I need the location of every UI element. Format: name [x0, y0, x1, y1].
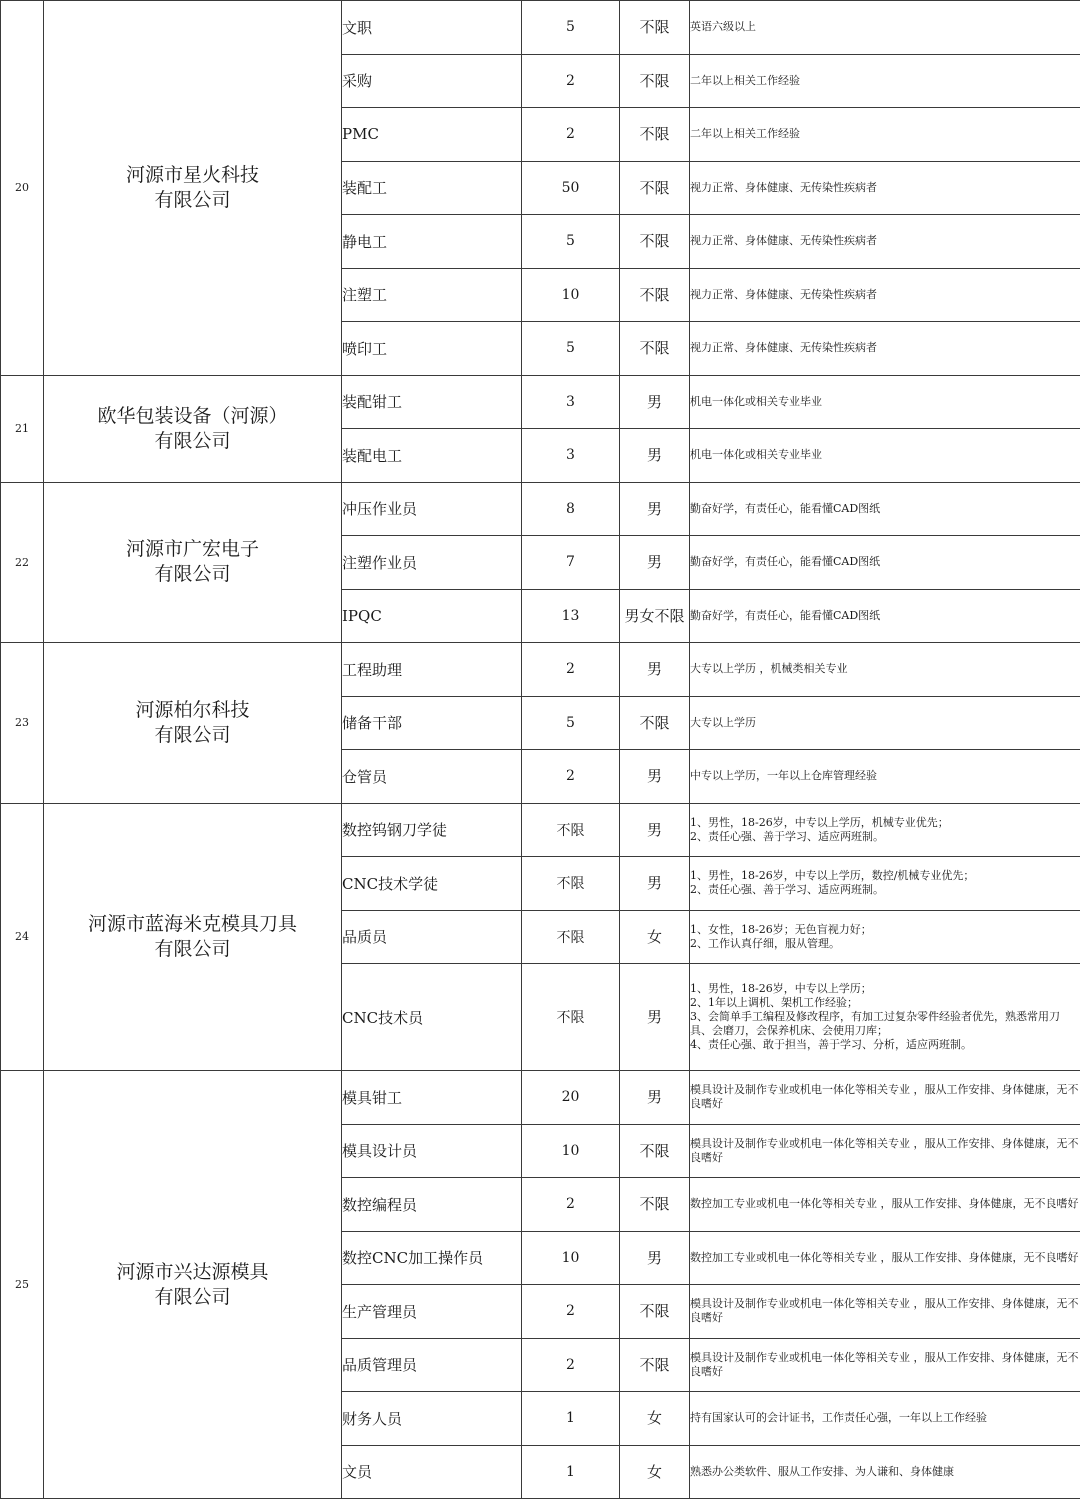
job-gender: 不限 — [620, 1, 690, 55]
job-gender: 女 — [620, 910, 690, 964]
requirement-line: 视力正常、身体健康、无传染性疾病者 — [690, 288, 1080, 302]
job-position: 数控钨钢刀学徒 — [342, 803, 522, 857]
requirement-line: 数控加工专业或机电一体化等相关专业 ，服从工作安排、身体健康，无不良嗜好 — [690, 1197, 1080, 1211]
job-requirements — [690, 1445, 1080, 1499]
job-count: 5 — [522, 215, 620, 269]
job-position: 文员 — [342, 1445, 522, 1499]
company-name-line: 河源市广宏电子 — [44, 537, 341, 562]
requirement-line: 2、工作认真仔细，服从管理。 — [690, 937, 1080, 951]
job-position: 装配工 — [342, 161, 522, 215]
job-gender: 不限 — [620, 322, 690, 376]
job-gender: 男 — [620, 750, 690, 804]
requirement-line: 熟悉办公类软件、服从工作安排、为人谦和、身体健康 — [690, 1465, 1080, 1479]
job-requirements — [690, 857, 1080, 911]
company-number: 23 — [1, 643, 44, 804]
job-count: 2 — [522, 1285, 620, 1339]
requirement-line: 持有国家认可的会计证书，工作责任心强，一年以上工作经验 — [690, 1411, 1080, 1425]
job-position: 品质员 — [342, 910, 522, 964]
job-position: CNC技术学徒 — [342, 857, 522, 911]
company-name-line: 河源市兴达源模具 — [44, 1260, 341, 1285]
job-requirements — [690, 589, 1080, 643]
company-number: 25 — [1, 1071, 44, 1499]
company-name-line: 有限公司 — [44, 937, 341, 962]
job-count: 不限 — [522, 803, 620, 857]
company-name-line: 有限公司 — [44, 188, 341, 213]
requirement-line: 大专以上学历 — [690, 716, 1080, 730]
job-position: 工程助理 — [342, 643, 522, 697]
company-name-line: 欧华包装设备（河源） — [44, 404, 341, 429]
requirement-line: 4、责任心强、敢于担当，善于学习、分析，适应两班制。 — [690, 1038, 1080, 1052]
requirement-line: 2、1年以上调机、架机工作经验； — [690, 996, 1080, 1010]
job-requirements — [690, 375, 1080, 429]
job-requirements — [690, 750, 1080, 804]
company-name-line: 河源市星火科技 — [44, 163, 341, 188]
requirement-line: 视力正常、身体健康、无传染性疾病者 — [690, 341, 1080, 355]
job-count: 5 — [522, 1, 620, 55]
job-requirements — [690, 1124, 1080, 1178]
job-gender: 男 — [620, 964, 690, 1071]
company-number: 20 — [1, 1, 44, 376]
job-gender: 女 — [620, 1445, 690, 1499]
job-count: 8 — [522, 482, 620, 536]
requirement-line: 2、责任心强、善于学习、适应两班制。 — [690, 883, 1080, 897]
job-gender: 不限 — [620, 1285, 690, 1339]
requirement-line: 1、男性，18-26岁，中专以上学历； — [690, 982, 1080, 996]
job-count: 2 — [522, 108, 620, 162]
job-gender: 男 — [620, 375, 690, 429]
job-position: 冲压作业员 — [342, 482, 522, 536]
job-requirements — [690, 268, 1080, 322]
company-name — [44, 1, 342, 376]
job-position: 数控编程员 — [342, 1178, 522, 1232]
job-requirements — [690, 696, 1080, 750]
job-count: 7 — [522, 536, 620, 590]
requirement-line: 视力正常、身体健康、无传染性疾病者 — [690, 234, 1080, 248]
job-position: 模具钳工 — [342, 1071, 522, 1125]
job-count: 2 — [522, 750, 620, 804]
job-count: 3 — [522, 429, 620, 483]
company-name-line: 有限公司 — [44, 562, 341, 587]
job-position: 注塑作业员 — [342, 536, 522, 590]
job-listing-body — [1, 1, 1080, 1499]
table-row — [1, 803, 1080, 857]
requirement-line: 机电一体化或相关专业毕业 — [690, 448, 1080, 462]
company-name — [44, 643, 342, 804]
job-requirements — [690, 429, 1080, 483]
requirement-line: 模具设计及制作专业或机电一体化等相关专业 ，服从工作安排、身体健康，无不良嗜好 — [690, 1083, 1080, 1111]
job-count: 5 — [522, 322, 620, 376]
job-gender: 男 — [620, 1231, 690, 1285]
requirement-line: 数控加工专业或机电一体化等相关专业 ，服从工作安排、身体健康，无不良嗜好 — [690, 1251, 1080, 1265]
requirement-line: 1、男性，18-26岁，中专以上学历，数控/机械专业优先； — [690, 869, 1080, 883]
company-number: 24 — [1, 803, 44, 1071]
job-position: 喷印工 — [342, 322, 522, 376]
company-number: 21 — [1, 375, 44, 482]
job-count: 3 — [522, 375, 620, 429]
job-requirements — [690, 161, 1080, 215]
job-requirements — [690, 108, 1080, 162]
requirement-line: 英语六级以上 — [690, 20, 1080, 34]
job-gender: 男 — [620, 643, 690, 697]
company-name-line: 河源柏尔科技 — [44, 698, 341, 723]
job-position: 品质管理员 — [342, 1338, 522, 1392]
job-position: 数控CNC加工操作员 — [342, 1231, 522, 1285]
company-name — [44, 803, 342, 1071]
job-count: 2 — [522, 54, 620, 108]
job-position: 采购 — [342, 54, 522, 108]
job-requirements — [690, 54, 1080, 108]
company-number: 22 — [1, 482, 44, 643]
company-name — [44, 375, 342, 482]
table-row — [1, 643, 1080, 697]
job-gender: 男 — [620, 429, 690, 483]
job-position: PMC — [342, 108, 522, 162]
job-gender: 不限 — [620, 1178, 690, 1232]
requirement-line: 模具设计及制作专业或机电一体化等相关专业 ，服从工作安排、身体健康，无不良嗜好 — [690, 1297, 1080, 1325]
job-requirements — [690, 1178, 1080, 1232]
requirement-line: 3、会简单手工编程及修改程序，有加工过复杂零件经验者优先，熟悉常用刀具、会磨刀，会保养机床、会使用刀库； — [690, 1010, 1080, 1038]
job-requirements — [690, 1338, 1080, 1392]
requirement-line: 模具设计及制作专业或机电一体化等相关专业 ，服从工作安排、身体健康，无不良嗜好 — [690, 1137, 1080, 1165]
job-gender: 男女不限 — [620, 589, 690, 643]
requirement-line: 二年以上相关工作经验 — [690, 74, 1080, 88]
job-count: 10 — [522, 1124, 620, 1178]
requirement-line: 1、女性，18-26岁；无色盲视力好； — [690, 923, 1080, 937]
job-requirements — [690, 536, 1080, 590]
job-count: 2 — [522, 1178, 620, 1232]
requirement-line: 勤奋好学，有责任心，能看懂CAD图纸 — [690, 555, 1080, 569]
job-count: 20 — [522, 1071, 620, 1125]
company-name-line: 有限公司 — [44, 429, 341, 454]
job-gender: 不限 — [620, 268, 690, 322]
job-gender: 不限 — [620, 1338, 690, 1392]
job-gender: 男 — [620, 803, 690, 857]
job-count: 5 — [522, 696, 620, 750]
job-gender: 男 — [620, 536, 690, 590]
job-gender: 不限 — [620, 215, 690, 269]
requirement-line: 大专以上学历 ，机械类相关专业 — [690, 662, 1080, 676]
job-count: 不限 — [522, 910, 620, 964]
job-gender: 女 — [620, 1392, 690, 1446]
job-requirements — [690, 1392, 1080, 1446]
job-requirements — [690, 1285, 1080, 1339]
job-requirements — [690, 803, 1080, 857]
requirement-line: 中专以上学历，一年以上仓库管理经验 — [690, 769, 1080, 783]
company-name-line: 有限公司 — [44, 1285, 341, 1310]
requirement-line: 2、责任心强、善于学习、适应两班制。 — [690, 830, 1080, 844]
requirement-line: 勤奋好学，有责任心，能看懂CAD图纸 — [690, 609, 1080, 623]
company-name — [44, 482, 342, 643]
job-count: 不限 — [522, 964, 620, 1071]
job-position: 模具设计员 — [342, 1124, 522, 1178]
requirement-line: 二年以上相关工作经验 — [690, 127, 1080, 141]
job-gender: 不限 — [620, 54, 690, 108]
table-row — [1, 1071, 1080, 1125]
job-gender: 不限 — [620, 696, 690, 750]
requirement-line: 勤奋好学，有责任心，能看懂CAD图纸 — [690, 502, 1080, 516]
job-requirements — [690, 964, 1080, 1071]
job-position: IPQC — [342, 589, 522, 643]
job-requirements — [690, 482, 1080, 536]
job-position: 财务人员 — [342, 1392, 522, 1446]
requirement-line: 机电一体化或相关专业毕业 — [690, 395, 1080, 409]
job-gender: 不限 — [620, 1124, 690, 1178]
job-position: 储备干部 — [342, 696, 522, 750]
job-gender: 男 — [620, 857, 690, 911]
company-name-line: 有限公司 — [44, 723, 341, 748]
job-position: CNC技术员 — [342, 964, 522, 1071]
job-gender: 不限 — [620, 161, 690, 215]
job-count: 1 — [522, 1392, 620, 1446]
job-count: 1 — [522, 1445, 620, 1499]
table-row — [1, 1, 1080, 55]
job-requirements — [690, 215, 1080, 269]
job-position: 装配钳工 — [342, 375, 522, 429]
job-gender: 不限 — [620, 108, 690, 162]
job-requirements — [690, 322, 1080, 376]
job-count: 2 — [522, 1338, 620, 1392]
table-row — [1, 375, 1080, 429]
requirement-line: 1、男性，18-26岁，中专以上学历，机械专业优先； — [690, 816, 1080, 830]
company-name — [44, 1071, 342, 1499]
job-count: 50 — [522, 161, 620, 215]
job-position: 装配电工 — [342, 429, 522, 483]
job-requirements — [690, 643, 1080, 697]
job-position: 注塑工 — [342, 268, 522, 322]
job-count: 不限 — [522, 857, 620, 911]
job-gender: 男 — [620, 1071, 690, 1125]
job-gender: 男 — [620, 482, 690, 536]
company-name-line: 河源市蓝海米克模具刀具 — [44, 912, 341, 937]
requirement-line: 视力正常、身体健康、无传染性疾病者 — [690, 181, 1080, 195]
job-position: 仓管员 — [342, 750, 522, 804]
job-count: 10 — [522, 268, 620, 322]
job-count: 10 — [522, 1231, 620, 1285]
requirement-line: 模具设计及制作专业或机电一体化等相关专业 ，服从工作安排、身体健康，无不良嗜好 — [690, 1351, 1080, 1379]
job-requirements — [690, 1231, 1080, 1285]
job-requirements — [690, 910, 1080, 964]
job-count: 2 — [522, 643, 620, 697]
job-position: 静电工 — [342, 215, 522, 269]
job-count: 13 — [522, 589, 620, 643]
job-position: 文职 — [342, 1, 522, 55]
job-position: 生产管理员 — [342, 1285, 522, 1339]
job-requirements — [690, 1071, 1080, 1125]
job-requirements — [690, 1, 1080, 55]
table-row — [1, 482, 1080, 536]
